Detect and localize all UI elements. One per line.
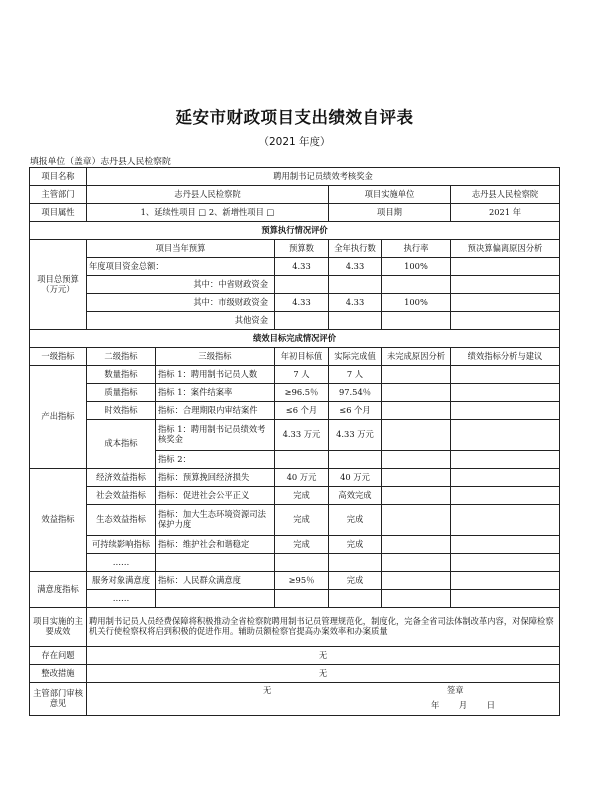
issues-label: 存在问题 xyxy=(30,647,87,665)
perf-actual: 97.54％ xyxy=(329,384,382,402)
budget-row-reason xyxy=(451,258,560,276)
perf-l3: 指标：加大生态环境资源司法保护力度 xyxy=(156,505,275,536)
budget-row-name: 其他资金 xyxy=(87,312,275,330)
attr-label: 项目属性 xyxy=(30,204,87,222)
output-label: 产出指标 xyxy=(30,366,87,469)
impl-label: 项目实施单位 xyxy=(329,186,451,204)
benefit-label: 效益指标 xyxy=(30,469,87,572)
fix-row xyxy=(30,665,560,683)
period-label: 项目期 xyxy=(329,204,451,222)
perf-advice xyxy=(451,469,560,487)
issues-row xyxy=(30,647,560,665)
budget-header: 全年执行数 xyxy=(329,240,382,258)
impl-value: 志丹县人民检察院 xyxy=(451,186,560,204)
perf-reason xyxy=(382,366,451,384)
perf-target xyxy=(275,451,329,469)
perf-l3: 指标 1：案件结案率 xyxy=(156,384,275,402)
dept-row xyxy=(30,186,560,204)
budget-row-rate: 100% xyxy=(382,258,451,276)
perf-target: 4.33 万元 xyxy=(275,420,329,451)
budget-row-rate: 100% xyxy=(382,294,451,312)
budget-row-rate xyxy=(382,312,451,330)
perf-target: 40 万元 xyxy=(275,469,329,487)
satisfaction-label: 满意度指标 xyxy=(30,572,87,608)
budget-row-exec xyxy=(329,312,382,330)
perf-l2: 社会效益指标 xyxy=(87,487,156,505)
perf-target: 完成 xyxy=(275,505,329,536)
budget-row-name: 其中：市级财政资金 xyxy=(87,294,275,312)
perf-target xyxy=(275,554,329,572)
issues-value: 无 xyxy=(87,647,560,665)
opinion-value: 无 xyxy=(263,685,272,695)
perf-header: 未完成原因分析 xyxy=(382,348,451,366)
project-name-label: 项目名称 xyxy=(30,168,87,186)
perf-actual: 完成 xyxy=(329,572,382,590)
perf-l3: 指标：促进社会公平正义 xyxy=(156,487,275,505)
perf-row xyxy=(30,554,560,572)
perf-advice xyxy=(451,402,560,420)
perf-actual xyxy=(329,590,382,608)
perf-actual: 完成 xyxy=(329,505,382,536)
perf-l3 xyxy=(156,554,275,572)
perf-row xyxy=(30,572,560,590)
perf-advice xyxy=(451,572,560,590)
perf-actual: 高效完成 xyxy=(329,487,382,505)
perf-l3: 指标：预算挽回经济损失 xyxy=(156,469,275,487)
perf-header: 二级指标 xyxy=(87,348,156,366)
sign-label: 签章 xyxy=(447,685,464,695)
perf-target: 7 人 xyxy=(275,366,329,384)
perf-reason xyxy=(382,451,451,469)
perf-advice xyxy=(451,420,560,451)
attr-row xyxy=(30,204,560,222)
sign-date: 年 月 日 xyxy=(431,700,497,710)
perf-l3: 指标：维护社会和谐稳定 xyxy=(156,536,275,554)
perf-advice xyxy=(451,366,560,384)
budget-row xyxy=(30,258,560,276)
budget-row xyxy=(30,276,560,294)
perf-header: 实际完成值 xyxy=(329,348,382,366)
opinion-area xyxy=(87,683,559,715)
perf-target: 完成 xyxy=(275,487,329,505)
attr-value: 1、延续性项目 □ 2、新增性项目 □ xyxy=(87,204,329,222)
perf-reason xyxy=(382,469,451,487)
budget-header: 预决算偏离原因分析 xyxy=(451,240,560,258)
perf-actual: ≤6 个月 xyxy=(329,402,382,420)
perf-actual xyxy=(329,554,382,572)
perf-l2: 生态效益指标 xyxy=(87,505,156,536)
perf-l3: 指标：合理期限内审结案件 xyxy=(156,402,275,420)
perf-l2: 数量指标 xyxy=(87,366,156,384)
budget-section-title: 预算执行情况评价 xyxy=(30,222,560,240)
perf-actual: 40 万元 xyxy=(329,469,382,487)
perf-l2: 时效指标 xyxy=(87,402,156,420)
report-year: （2021 年度） xyxy=(258,136,331,148)
results-row xyxy=(30,608,560,647)
perf-section-row xyxy=(30,330,560,348)
perf-row xyxy=(30,469,560,487)
perf-reason xyxy=(382,384,451,402)
budget-row-reason xyxy=(451,312,560,330)
perf-row xyxy=(30,402,560,420)
filling-unit: 填报单位（盖章）志丹县人民检察院 xyxy=(30,157,171,167)
budget-row-rate xyxy=(382,276,451,294)
budget-row-budget: 4.33 xyxy=(275,258,329,276)
perf-header: 三级指标 xyxy=(156,348,275,366)
perf-l2: 服务对象满意度 xyxy=(87,572,156,590)
opinion-row xyxy=(30,683,560,716)
results-label: 项目实施的主要成效 xyxy=(30,608,87,647)
perf-target: ≤6 个月 xyxy=(275,402,329,420)
perf-header: 年初目标值 xyxy=(275,348,329,366)
budget-row-name: 年度项目资金总额： xyxy=(87,258,275,276)
perf-l2: 经济效益指标 xyxy=(87,469,156,487)
perf-header: 一级指标 xyxy=(30,348,87,366)
perf-reason xyxy=(382,487,451,505)
perf-reason xyxy=(382,554,451,572)
perf-reason xyxy=(382,420,451,451)
perf-row xyxy=(30,420,560,451)
budget-row-exec xyxy=(329,276,382,294)
perf-advice xyxy=(451,590,560,608)
perf-l3: 指标 2： xyxy=(156,451,275,469)
budget-row-reason xyxy=(451,276,560,294)
perf-advice xyxy=(451,451,560,469)
perf-reason xyxy=(382,505,451,536)
perf-row xyxy=(30,384,560,402)
perf-advice xyxy=(451,384,560,402)
perf-target: ≥95％ xyxy=(275,572,329,590)
budget-total-label: 项目总预算（万元） xyxy=(30,240,87,330)
perf-l3: 指标 1：聘用制书记员绩效考核奖金 xyxy=(156,420,275,451)
dept-label: 主管部门 xyxy=(30,186,87,204)
budget-section-row xyxy=(30,222,560,240)
fix-label: 整改措施 xyxy=(30,665,87,683)
budget-header: 预算数 xyxy=(275,240,329,258)
perf-advice xyxy=(451,487,560,505)
perf-target: 完成 xyxy=(275,536,329,554)
budget-row-budget xyxy=(275,276,329,294)
fix-value: 无 xyxy=(87,665,560,683)
perf-l2-ellipsis: …… xyxy=(87,590,156,608)
perf-l3: 指标：人民群众满意度 xyxy=(156,572,275,590)
perf-l3: 指标 1：聘用制书记员人数 xyxy=(156,366,275,384)
perf-reason xyxy=(382,590,451,608)
opinion-cell xyxy=(87,683,560,716)
budget-row-name: 其中：中省财政资金 xyxy=(87,276,275,294)
project-name-value: 聘用制书记员绩效考核奖金 xyxy=(87,168,560,186)
perf-actual: 7 人 xyxy=(329,366,382,384)
perf-l2: 质量指标 xyxy=(87,384,156,402)
perf-l3 xyxy=(156,590,275,608)
opinion-label: 主管部门审核意见 xyxy=(30,683,87,716)
period-value: 2021 年 xyxy=(451,204,560,222)
results-text: 聘用制书记员人员经费保障将积极推动全省检察院聘用制书记员管理规范化，制度化，完备全省司法体制改革内容，对保障检察机关行使检察权将启到积极的促进作用。辅助员额检察官提高办案效率和办案质量 xyxy=(87,608,560,647)
perf-actual xyxy=(329,451,382,469)
budget-row-exec: 4.33 xyxy=(329,258,382,276)
perf-row xyxy=(30,366,560,384)
perf-l2-ellipsis: …… xyxy=(87,554,156,572)
perf-row xyxy=(30,505,560,536)
perf-advice xyxy=(451,554,560,572)
perf-actual: 4.33 万元 xyxy=(329,420,382,451)
budget-row-exec: 4.33 xyxy=(329,294,382,312)
budget-row-budget xyxy=(275,312,329,330)
perf-section-title: 绩效目标完成情况评价 xyxy=(30,330,560,348)
budget-row xyxy=(30,294,560,312)
perf-target xyxy=(275,590,329,608)
self-evaluation-table xyxy=(29,167,560,716)
budget-row xyxy=(30,312,560,330)
budget-header: 执行率 xyxy=(382,240,451,258)
perf-reason xyxy=(382,572,451,590)
budget-row-reason xyxy=(451,294,560,312)
budget-header: 项目当年预算 xyxy=(87,240,275,258)
perf-advice xyxy=(451,505,560,536)
perf-row xyxy=(30,536,560,554)
perf-advice xyxy=(451,536,560,554)
perf-reason xyxy=(382,536,451,554)
budget-header-row xyxy=(30,240,560,258)
budget-row-budget: 4.33 xyxy=(275,294,329,312)
cost-label: 成本指标 xyxy=(87,420,156,469)
perf-header: 绩效指标分析与建议 xyxy=(451,348,560,366)
perf-actual: 完成 xyxy=(329,536,382,554)
dept-value: 志丹县人民检察院 xyxy=(87,186,329,204)
perf-header-row xyxy=(30,348,560,366)
page-title: 延安市财政项目支出绩效自评表 xyxy=(175,108,414,127)
perf-target: ≥96.5％ xyxy=(275,384,329,402)
project-name-row xyxy=(30,168,560,186)
perf-row xyxy=(30,487,560,505)
perf-reason xyxy=(382,402,451,420)
perf-l2: 可持续影响指标 xyxy=(87,536,156,554)
perf-row xyxy=(30,590,560,608)
